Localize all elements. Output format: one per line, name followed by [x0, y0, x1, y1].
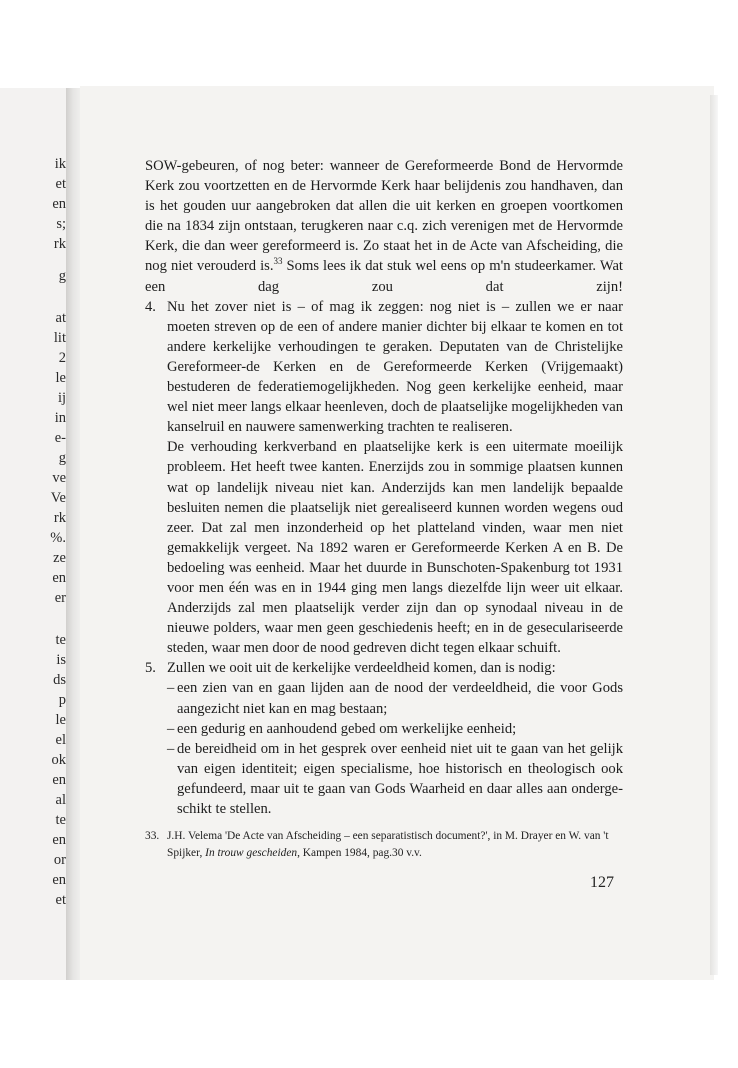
- footnote-reference: 33: [273, 256, 283, 267]
- bullet-text: een gedurig en aanhoudend gebed om werkelijke eenheid;: [177, 720, 517, 737]
- left-fragment: ze: [53, 550, 66, 566]
- left-fragment: en: [52, 872, 66, 888]
- left-fragment: en: [52, 196, 66, 212]
- footnote-text: J.H. Velema 'De Acte van Afscheiding – een separatistisch document?', in M. Drayer en W. van 't Spijker, In trouw gescheiden, Kampen 1984, pag.30 v.v.: [167, 830, 609, 859]
- list-item-4: [145, 297, 623, 659]
- left-fragment: le: [55, 712, 66, 728]
- left-fragment: te: [55, 632, 66, 648]
- left-page: [0, 88, 70, 980]
- footnote: [145, 828, 623, 862]
- left-fragment: ij: [57, 390, 66, 406]
- left-fragment: en: [52, 832, 66, 848]
- bullet-point: [145, 739, 623, 819]
- left-fragment: rk: [53, 510, 66, 526]
- left-fragment: ve: [52, 470, 66, 486]
- left-fragment: ds: [53, 672, 66, 688]
- left-fragment: en: [52, 772, 66, 788]
- left-fragment: en: [52, 570, 66, 586]
- bullet-text: een zien van en gaan lijden aan de nood der verdeeldheid, die voor Gods aangezicht niet kan en mag bestaan;: [177, 680, 623, 717]
- left-fragment: el: [55, 732, 66, 748]
- left-fragment: rk: [53, 236, 66, 252]
- left-fragment: is: [56, 652, 66, 668]
- item-number: 5.: [145, 660, 156, 677]
- page-edge: [710, 95, 718, 975]
- left-fragment: 2: [58, 350, 66, 366]
- dash-marker: –: [167, 720, 175, 737]
- left-fragment: in: [54, 410, 66, 426]
- continuation-paragraph: SOW-gebeuren, of nog beter: wanneer de Gereformeerde Bond de Hervormde Kerk zou voortzetten en de Hervormde Kerk haar belijdenis zou handhaven, dan is het gouden uur aangebroken dat allen die uit kerken en groepen voortkomen die na 1834 zijn ontstaan, terugkeren naar c.q. zich verenigen met de Hervormde Kerk, die dan weer gereformeerd is. Zo staat het in de Acte van Afscheiding, die nog niet verouderd is.$^{33}$ Soms lees ik dat stuk wel eens op m'n studeerkamer. Wat een dag zou dat zijn!: [145, 158, 623, 295]
- list-item-5: [145, 658, 623, 678]
- bullet-text: de bereidheid om in het gesprek over eenheid niet uit te gaan van het gelijk van eigen identiteit; eigen specialisme, hoe historisch en theologisch ook gefundeerd, maar uit te gaan van Gods Waarheid en daar alles aan onderge-schikt te stellen.: [177, 740, 623, 817]
- left-fragment: g: [58, 268, 66, 284]
- left-fragment: Ve: [50, 490, 66, 506]
- bullet-point: [145, 719, 623, 739]
- left-fragment: et: [55, 892, 66, 908]
- left-fragment: ik: [54, 156, 66, 172]
- left-fragment: le: [55, 370, 66, 386]
- left-fragment: g: [58, 450, 66, 466]
- dash-marker: –: [167, 740, 175, 757]
- footnote-number: 33.: [145, 830, 160, 842]
- left-fragment: or: [53, 852, 66, 868]
- left-page-text-fragments: [0, 88, 66, 980]
- left-fragment: p: [58, 692, 66, 708]
- left-fragment: te: [55, 812, 66, 828]
- item-5-intro: Zullen we ooit uit de kerkelijke verdeeldheid komen, dan is nodig:: [167, 660, 556, 677]
- left-fragment: lit: [53, 330, 66, 346]
- left-fragment: s;: [56, 216, 66, 232]
- bullet-point: [145, 678, 623, 718]
- item-4-paragraph-2: De verhouding kerkverband en plaatselijke kerk is een uitermate moeilijk probleem. Het heeft twee kanten. Enerzijds zou in sommige plaatsen kunnen wat op landelijk niveau niet kan. Anderzijds kan men landelijk bepaalde besluiten nemen die plaatselijk niet gerealiseerd kunnen worden wegens oud zeer. Dat zal men inzonderheid op het platteland vinden, waar men niet gemakkelijk vergeet. Na 1892 waren er Gereformeerde Kerken A en B. De bedoeling was eenheid. Maar het duurde in Bunschoten-Spakenburg tot 1931 voor men één was en in 1944 ging men langs diezelfde lijn weer uit elkaar. Anderzijds zal men plaatselijk verder zijn dan op synodaal niveau in de nieuwe polders, waar men geen geschiedenis heeft; en in de geseculariseerde steden, waar men door de nood gedreven dicht tegen elkaar schuift.: [167, 439, 623, 657]
- left-fragment: al: [55, 792, 66, 808]
- body-text: [145, 156, 623, 819]
- footnote-book-title: In trouw gescheiden: [205, 847, 298, 859]
- left-fragment: at: [55, 310, 66, 326]
- dash-marker: –: [167, 680, 175, 697]
- item-number: 4.: [145, 298, 156, 315]
- left-fragment: %.: [50, 530, 66, 546]
- left-fragment: et: [55, 176, 66, 192]
- left-fragment: e-: [54, 430, 66, 446]
- item-4-paragraph-1: Nu het zover niet is – of mag ik zeggen: nog niet is – zullen we er naar moeten streven op de een of andere manier dichter bij elkaar te komen en tot andere kerkelijke verhoudingen te geraken. Deputaten van de Christelijke Gereformeer-de Kerken en de Gereformeerde Kerken (Vrijgemaakt) bestuderen de federatiemogelijkheden. Nog geen kerkelijke eenheid, maar wel niet meer langs elkaar heenleven, doch de plaatselijke mogelijkheden van kanselruil en nauwere samenwerking trachten te realiseren.: [167, 298, 623, 436]
- left-fragment: er: [54, 590, 66, 606]
- page-number: 127: [590, 874, 614, 891]
- left-fragment: ok: [51, 752, 66, 768]
